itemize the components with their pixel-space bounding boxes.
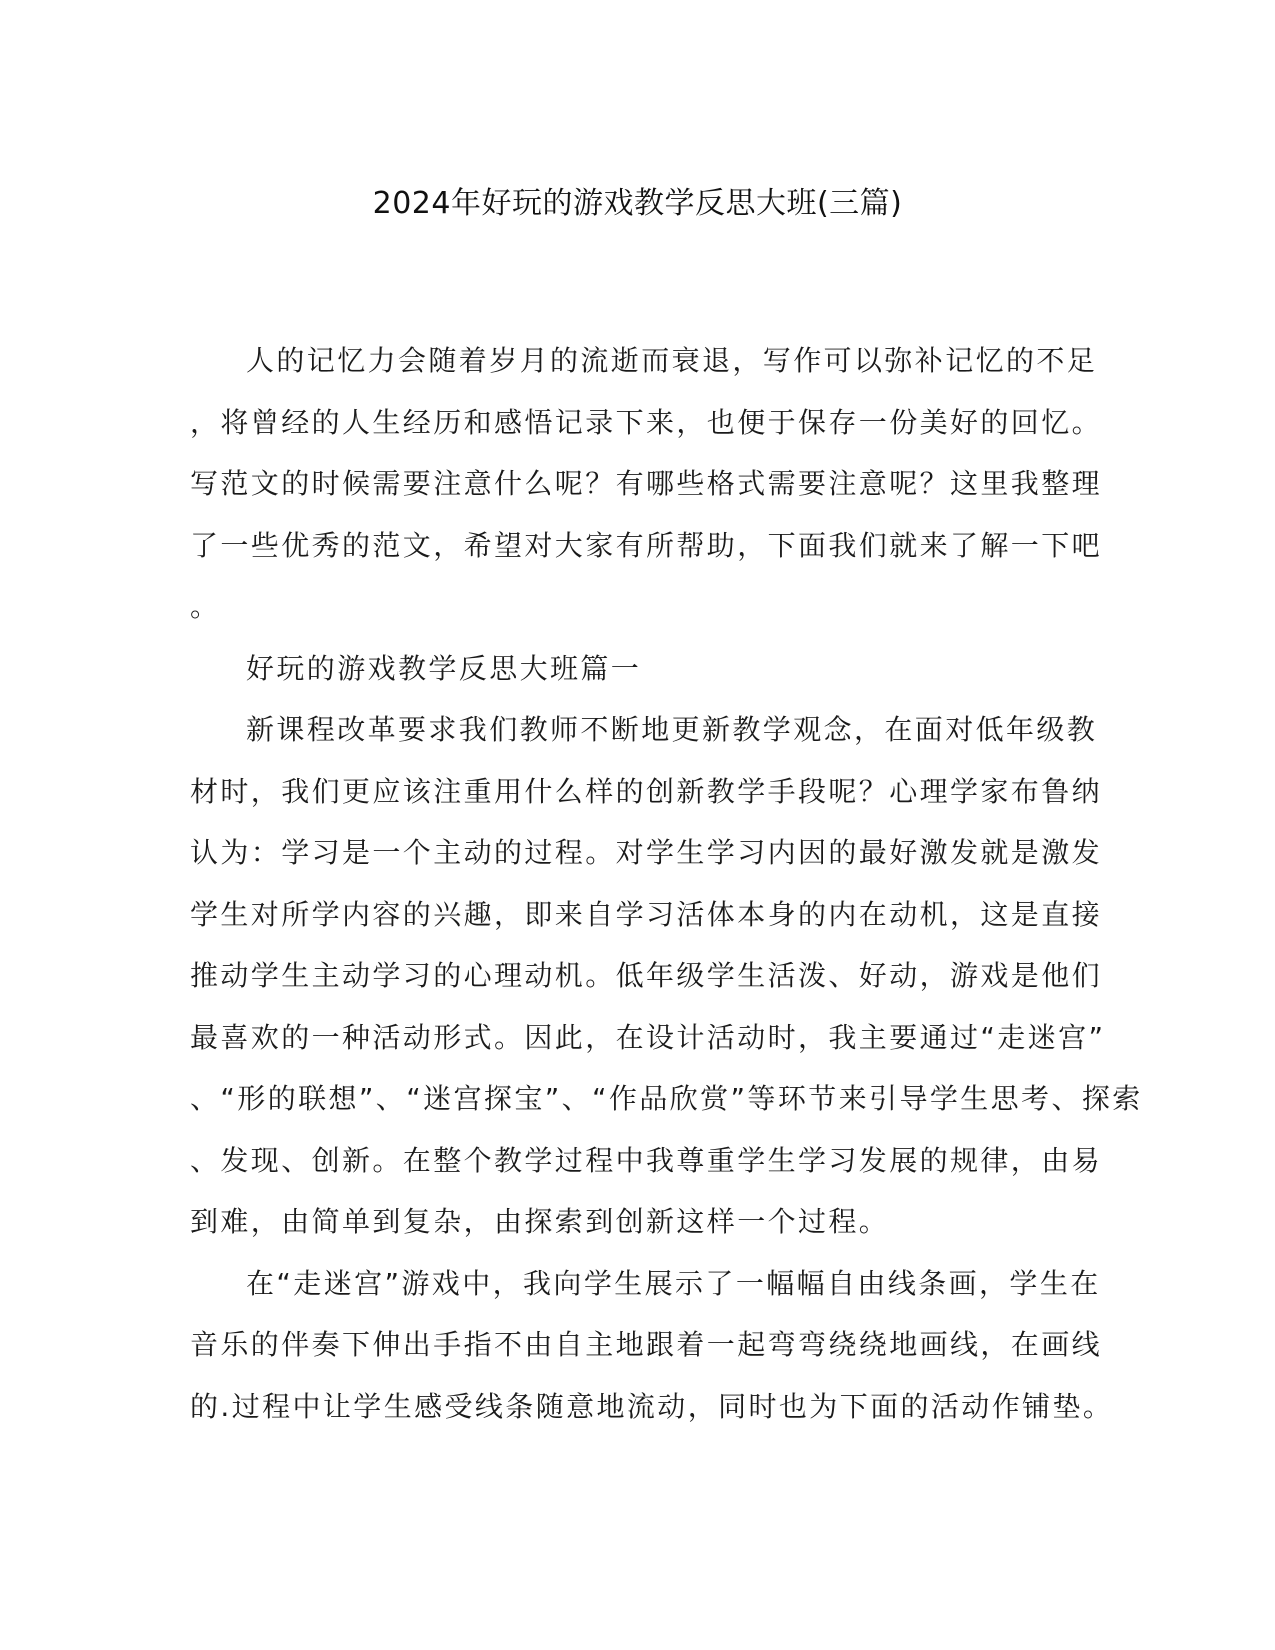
intro-line: 人的记忆力会随着岁月的流逝而衰退，写作可以弥补记忆的不足: [246, 344, 1098, 377]
section-heading: 好玩的游戏教学反思大班篇一: [246, 651, 642, 685]
intro-line: 写范文的时候需要注意什么呢？有哪些格式需要注意呢？这里我整理: [190, 467, 1103, 500]
paragraph-line: 到难，由简单到复杂，由探索到创新这样一个过程。: [190, 1205, 890, 1238]
paragraph-line: 音乐的伴奏下伸出手指不由自主地跟着一起弯弯绕绕地画线，在画线: [190, 1328, 1103, 1361]
document-title: 2024年好玩的游戏教学反思大班(三篇): [372, 186, 903, 221]
paragraph-line: 在“走迷宫”游戏中，我向学生展示了一幅幅自由线条画，学生在: [246, 1266, 1101, 1300]
body-paragraph-1: [190, 699, 1143, 1253]
paragraph-line: 推动学生主动学习的心理动机。低年级学生活泼、好动，游戏是他们: [190, 959, 1103, 992]
intro-line: ，将曾经的人生经历和感悟记录下来，也便于保存一份美好的回忆。: [190, 405, 1103, 439]
paragraph-line: 、“形的联想”、“迷宫探宝”、“作品欣赏”等环节来引导学生思考、探索: [190, 1082, 1143, 1115]
paragraph-line: 认为：学习是一个主动的过程。对学生学习内因的最好激发就是激发: [190, 836, 1103, 869]
document-body: [190, 330, 1143, 1437]
paragraph-line: 新课程改革要求我们教师不断地更新教学观念，在面对低年级教: [246, 713, 1098, 746]
intro-line: 了一些优秀的范文，希望对大家有所帮助，下面我们就来了解一下吧: [190, 528, 1103, 562]
paragraph-line: 最喜欢的一种活动形式。因此，在设计活动时，我主要通过“走迷宫”: [190, 1020, 1106, 1054]
body-paragraph-2: [190, 1253, 1114, 1438]
paragraph-line: 的.过程中让学生感受线条随意地流动，同时也为下面的活动作铺垫。: [190, 1389, 1114, 1423]
intro-paragraph: [190, 330, 1103, 638]
paragraph-line: 学生对所学内容的兴趣，即来自学习活体本身的内在动机，这是直接: [190, 897, 1103, 931]
intro-line: 。: [190, 590, 221, 623]
paragraph-line: 材时，我们更应该注重用什么样的创新教学手段呢？心理学家布鲁纳: [190, 774, 1103, 808]
paragraph-line: 、发现、创新。在整个教学过程中我尊重学生学习发展的规律，由易: [190, 1143, 1103, 1177]
